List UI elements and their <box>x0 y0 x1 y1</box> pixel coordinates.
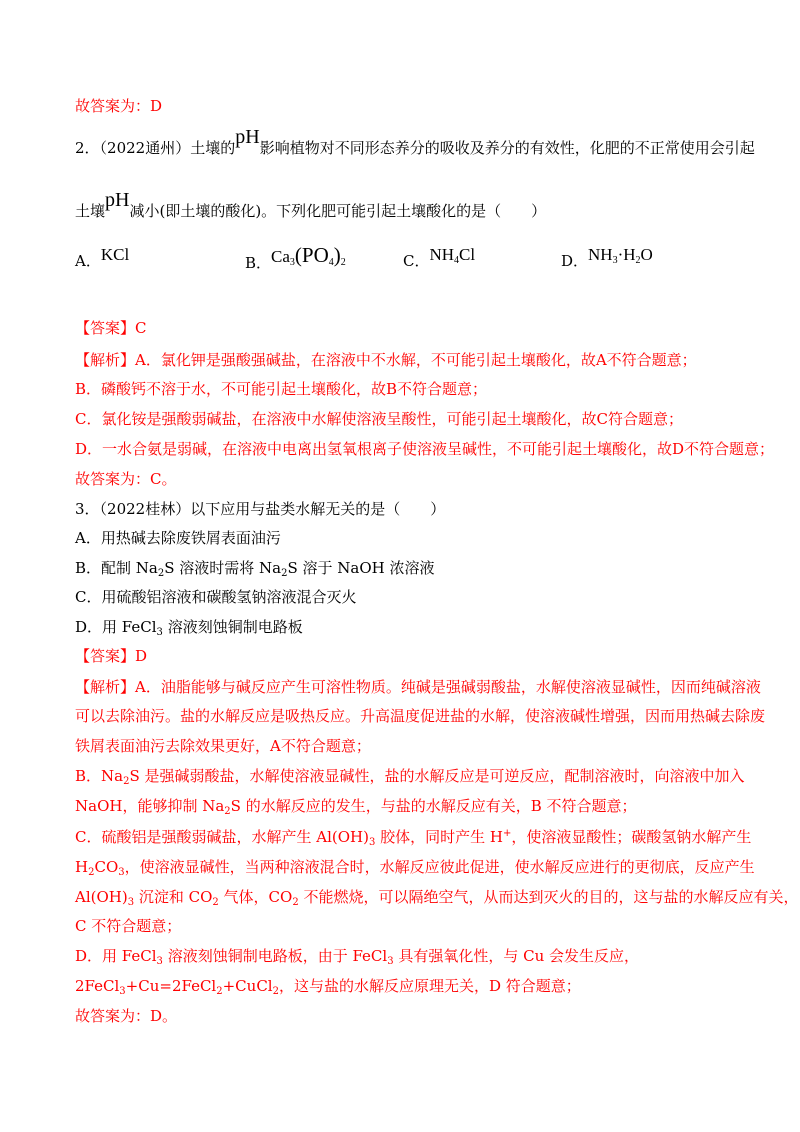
q3-answer: 【答案】D <box>75 647 148 665</box>
q2-option-c <box>403 245 476 271</box>
q2-source: （2022通州） <box>99 139 191 157</box>
q2-option-a <box>75 245 130 271</box>
q3-explanation-line4: B．$Na_2S$ 是强碱弱酸盐，水解使溶液显碱性，盐的水解反应是可逆反应，配制溶液时，向溶液中加入 <box>75 767 745 787</box>
q2-final-answer: 故答案为：C。 <box>75 470 177 488</box>
option-label: C． <box>403 252 430 270</box>
q3-explanation-line9: C 不符合题意； <box>75 917 182 935</box>
q3-explanation-line10: D．用 FeCl$_3$ 溶液刻蚀铜制电路板，由于 FeCl$_3$ 具有强氧化性，与 Cu 会发生反应， <box>75 947 640 967</box>
q3-explanation-line11: 2FeCl$_3$+Cu=2FeCl$_2$+CuCl$_2$，这与盐的水解反应原理无关，D 符合题意； <box>75 977 581 997</box>
q2-explanation-c: C．氯化铵是强酸弱碱盐，在溶液中水解使溶液呈酸性，可能引起土壤酸化，故C符合题意； <box>75 410 683 428</box>
q2-text-4: 减小(即土壤的酸化)。下列化肥可能引起土壤酸化的是（ ） <box>129 202 547 220</box>
prev-answer-line: 故答案为：D <box>75 97 163 115</box>
q2-stem-line2 <box>75 189 547 221</box>
option-formula: $Ca_3(PO_4)_2$ <box>271 243 346 268</box>
q3-explanation-line6: C．硫酸铝是强酸弱碱盐，水解产生 $Al(OH)_3$ 胶体，同时产生 H+，使溶液显酸性；碳酸氢钠水解产生 <box>75 828 752 848</box>
option-label: D． <box>561 252 589 270</box>
q3-option-b: B．配制 $Na_2S$ 溶液时需将 $Na_2S$ 溶于 NaOH 浓溶液 <box>75 559 435 579</box>
option-label: B． <box>245 254 272 272</box>
q2-option-d <box>561 245 653 271</box>
q2-explanation-d: D．一水合氨是弱碱，在溶液中电离出氢氧根离子使溶液呈碱性，不可能引起土壤酸化，故D不符合题意； <box>75 440 775 458</box>
q3-option-c: C．用硫酸铝溶液和碳酸氢钠溶液混合灭火 <box>75 588 357 606</box>
q2-number: 2． <box>75 139 100 157</box>
q3-explanation-line1: 【解析】A．油脂能够与碱反应产生可溶性物质。纯碱是强碱弱酸盐，水解使溶液显碱性，因而纯碱溶液 <box>75 678 761 696</box>
q2-stem-line1 <box>75 126 755 158</box>
option-formula: $NH_3\cdot H_2O$ <box>588 245 653 266</box>
q3-stem: 3．（2022桂林）以下应用与盐类水解无关的是（ ） <box>75 500 446 518</box>
option-formula: $NH_4Cl$ <box>429 245 476 266</box>
q3-explanation-line7: $H_2CO_3$，使溶液显碱性，当两种溶液混合时，水解反应彼此促进，使水解反应进行的更彻底，反应产生 <box>75 858 755 878</box>
q2-explanation-a: 【解析】A．氯化钾是强酸强碱盐，在溶液中不水解，不可能引起土壤酸化，故A不符合题意； <box>75 351 697 369</box>
q3-explanation-line5: NaOH，能够抑制 $Na_2S$ 的水解反应的发生，与盐的水解反应有关，B 不符合题意； <box>75 797 637 817</box>
q2-option-b <box>245 243 346 273</box>
q3-option-a: A．用热碱去除废铁屑表面油污 <box>75 529 281 547</box>
option-label: A． <box>75 252 101 270</box>
q2-text-2: 影响植物对不同形态养分的吸收及养分的有效性，化肥的不正常使用会引起 <box>259 139 755 157</box>
q2-text-3: 土壤 <box>75 202 106 220</box>
ph-symbol: pH <box>235 126 260 148</box>
option-formula: KCl <box>100 245 130 264</box>
q3-explanation-line8: $Al(OH)_3$ 沉淀和 $CO_2$ 气体，$CO_2$ 不能燃烧，可以隔绝空气，从而达到灭火的目的，这与盐的水解反应有关， <box>75 888 799 908</box>
q2-answer: 【答案】C <box>75 319 147 337</box>
q3-explanation-line2: 可以去除油污。盐的水解反应是吸热反应。升高温度促进盐的水解，使溶液碱性增强，因而用热碱去除废 <box>75 707 766 725</box>
q2-explanation-b: B．磷酸钙不溶于水，不可能引起土壤酸化，故B不符合题意； <box>75 380 488 398</box>
q3-option-d: D．用 FeCl$_3$ 溶液刻蚀铜制电路板 <box>75 618 303 638</box>
q3-explanation-line3: 铁屑表面油污去除效果更好，A不符合题意； <box>75 737 371 755</box>
q3-final-answer: 故答案为：D。 <box>75 1007 178 1025</box>
ph-symbol-2: pH <box>105 189 130 211</box>
q2-text-1: 土壤的 <box>190 139 236 157</box>
